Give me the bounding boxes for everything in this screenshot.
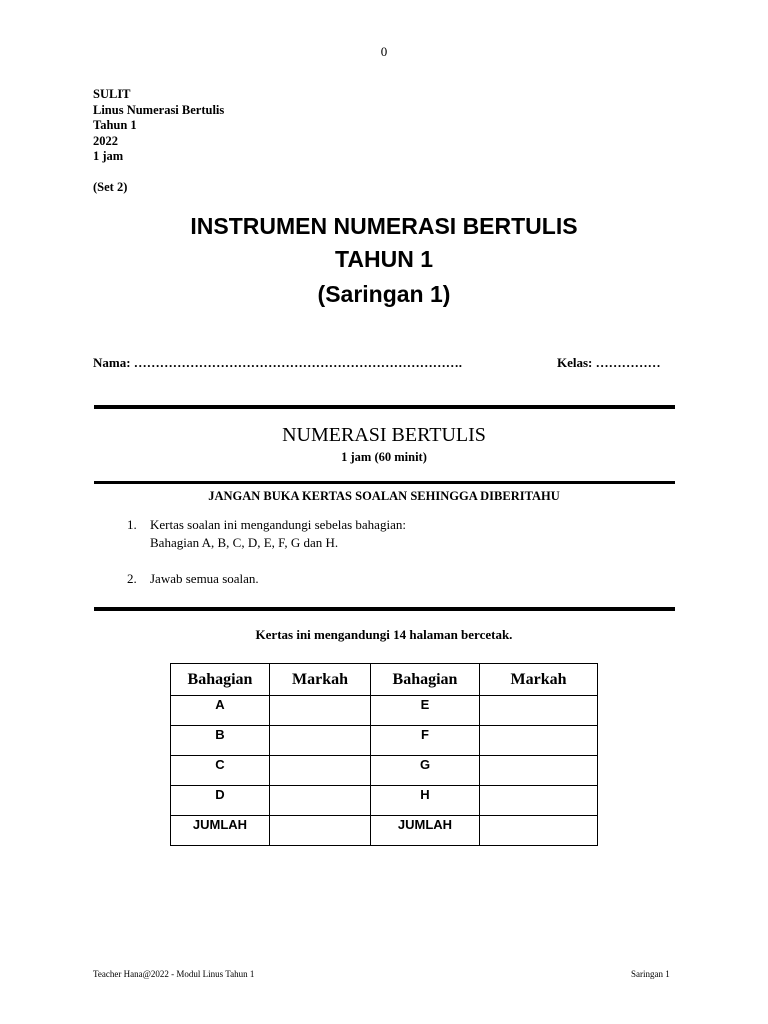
- duration-label: 1 jam: [93, 149, 124, 163]
- subject-label: Linus Numerasi Bertulis: [93, 102, 225, 117]
- mark-cell[interactable]: [270, 756, 371, 786]
- divider-bottom: [94, 607, 675, 611]
- pages-note: Kertas ini mengandungi 14 halaman bercetak.: [255, 627, 513, 642]
- year-level-label: Tahun 1: [93, 118, 137, 132]
- divider-top: [94, 405, 675, 409]
- warning-text: JANGAN BUKA KERTAS SOALAN SEHINGGA DIBERITAHU: [208, 489, 560, 503]
- instruction-1-text-line2: Bahagian A, B, C, D, E, F, G dan H.: [150, 535, 339, 550]
- document-header: [93, 87, 224, 165]
- classification-label: SULIT: [93, 87, 131, 101]
- divider-middle: [94, 481, 675, 484]
- section-title: NUMERASI BERTULIS: [282, 424, 486, 446]
- table-row: [171, 756, 598, 786]
- mark-cell[interactable]: [270, 786, 371, 816]
- section-cell: C: [171, 756, 270, 786]
- title-line-1: INSTRUMEN NUMERASI BERTULIS: [190, 213, 578, 239]
- footer-left: Teacher Hana@2022 - Modul Linus Tahun 1: [93, 969, 255, 979]
- section-cell: B: [171, 726, 270, 756]
- section-cell: G: [371, 756, 480, 786]
- total-label-cell: JUMLAH: [171, 816, 270, 846]
- section-cell: A: [171, 696, 270, 726]
- section-cell: F: [371, 726, 480, 756]
- total-mark-cell[interactable]: [480, 816, 598, 846]
- table-header-cell: Bahagian: [371, 664, 480, 696]
- mark-cell[interactable]: [270, 696, 371, 726]
- table-row: [171, 726, 598, 756]
- section-cell: H: [371, 786, 480, 816]
- table-header-cell: Markah: [270, 664, 371, 696]
- table-row: [171, 696, 598, 726]
- table-total-row: [171, 816, 598, 846]
- mark-cell[interactable]: [480, 696, 598, 726]
- title-line-3: (Saringan 1): [317, 281, 451, 307]
- instruction-1-text: Kertas soalan ini mengandungi sebelas bahagian:: [150, 517, 406, 532]
- instruction-2-text: Jawab semua soalan.: [150, 571, 259, 586]
- set-label: (Set 2): [93, 180, 128, 194]
- table-row: [171, 786, 598, 816]
- table-header-cell: Bahagian: [171, 664, 270, 696]
- section-duration: 1 jam (60 minit): [341, 450, 427, 464]
- table-header-cell: Markah: [480, 664, 598, 696]
- name-field: Nama: ………………………………………………………………….: [93, 355, 463, 370]
- total-mark-cell[interactable]: [270, 816, 371, 846]
- year-label: 2022: [93, 133, 118, 148]
- page-number: 0: [380, 44, 388, 59]
- section-cell: D: [171, 786, 270, 816]
- title-line-2: TAHUN 1: [335, 246, 433, 272]
- footer-right: Saringan 1: [631, 969, 670, 979]
- table-header-row: [171, 664, 598, 696]
- class-field: Kelas: ……………: [557, 355, 661, 370]
- section-cell: E: [371, 696, 480, 726]
- mark-cell[interactable]: [480, 786, 598, 816]
- instruction-1-number: 1.: [127, 517, 137, 532]
- total-label-cell: JUMLAH: [371, 816, 480, 846]
- mark-cell[interactable]: [480, 756, 598, 786]
- instruction-2-number: 2.: [127, 571, 137, 586]
- mark-cell[interactable]: [480, 726, 598, 756]
- mark-cell[interactable]: [270, 726, 371, 756]
- marks-table: [170, 663, 598, 846]
